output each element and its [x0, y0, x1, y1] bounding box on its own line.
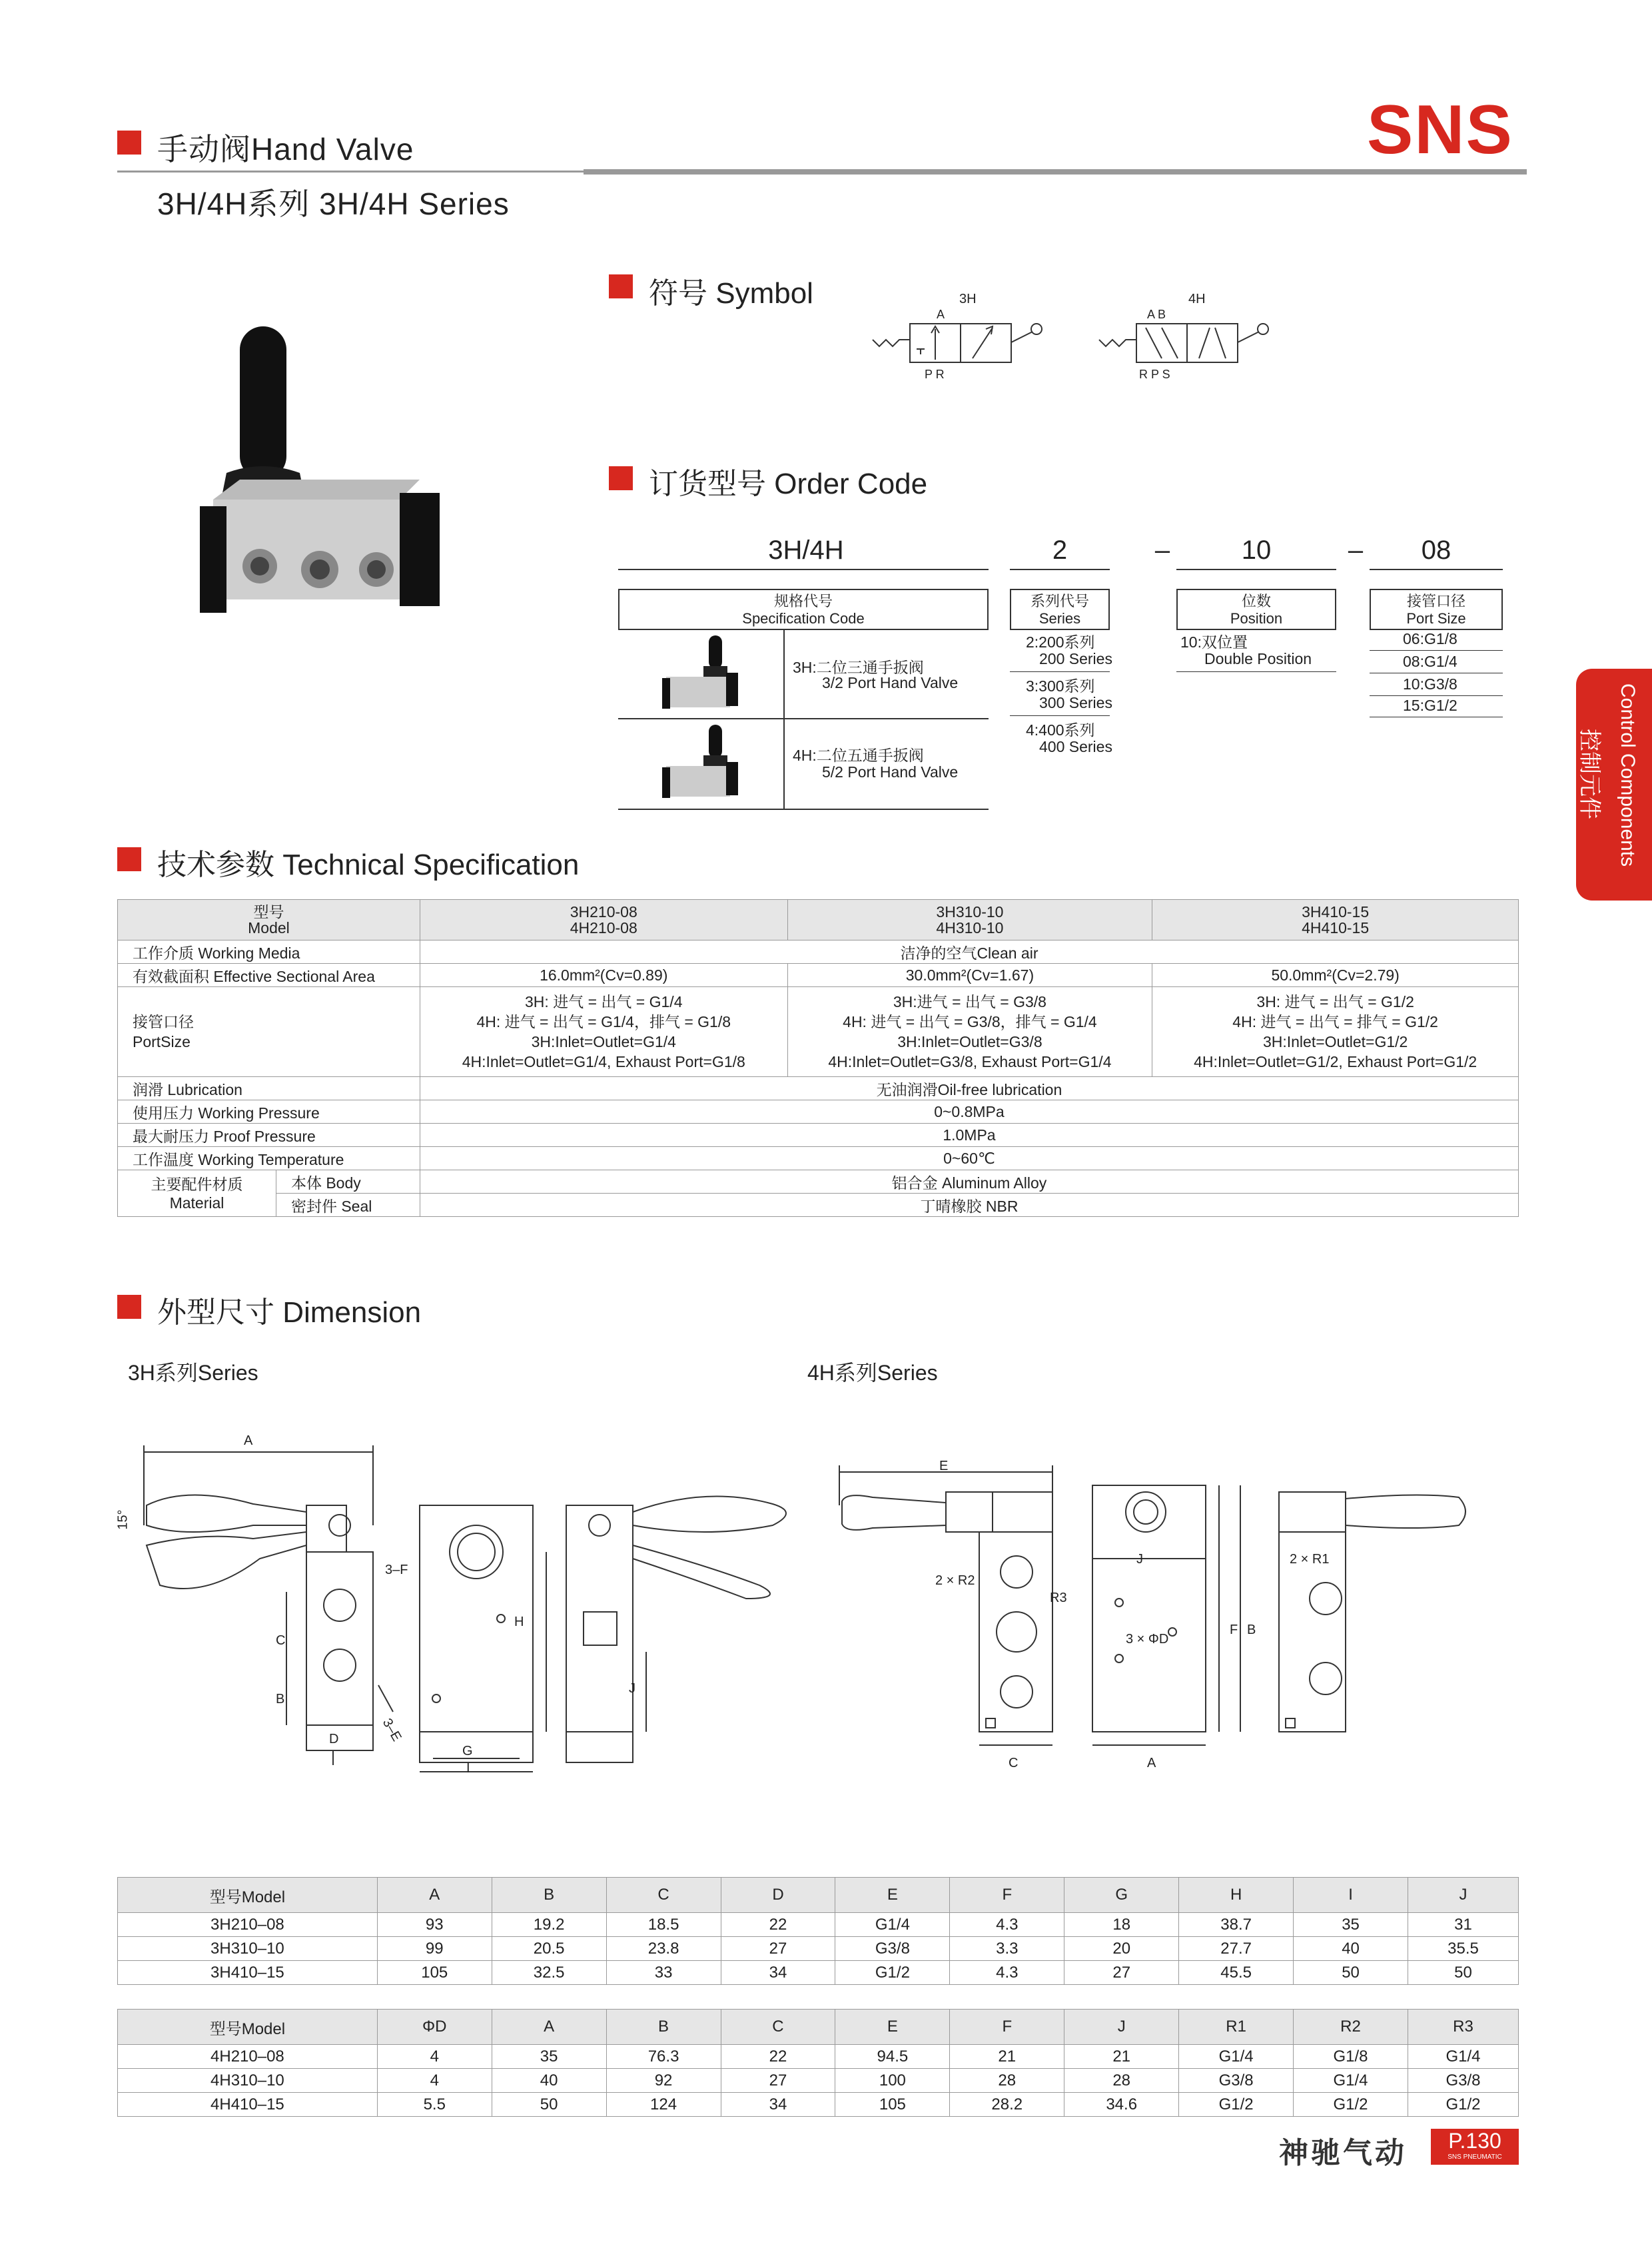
- series-item-en: 300 Series: [1039, 694, 1112, 711]
- footer-brand: 神驰气动: [1279, 2137, 1407, 2169]
- order-code-dash-2: –: [1348, 536, 1364, 565]
- dim-label-b4: B: [1247, 1623, 1256, 1637]
- order-code-dash-1: –: [1154, 536, 1170, 565]
- material-label: 主要配件材质 Material: [118, 1170, 276, 1217]
- section-marker: [609, 466, 633, 490]
- port-size-item: 10:G3/8: [1403, 675, 1457, 693]
- position-en: Position: [1230, 610, 1283, 627]
- sectional-area-row: 有效截面积 Effective Sectional Area 16.0mm²(Cv=0.89) 30.0mm²(Cv=1.67) 50.0mm²(Cv=2.79): [118, 964, 1519, 987]
- series-en: Series: [1038, 610, 1081, 627]
- dim-label-e: E: [939, 1459, 949, 1473]
- material-body-row: 主要配件材质 Material 本体 Body 铝合金 Aluminum Alloy: [118, 1170, 1519, 1194]
- order-code-spec: 3H/4H: [768, 536, 844, 565]
- side-tab-cn: 控制元件: [1577, 729, 1602, 819]
- spec-4h-cn: 4H:二位五通手扳阀: [793, 747, 924, 764]
- spec-code-en: Specification Code: [742, 610, 865, 627]
- position-item-en: Double Position: [1204, 650, 1312, 667]
- hand-valve-photo: [200, 306, 513, 666]
- table-row: 4H410–15 5.5 50 124 34 105 28.2 34.6 G1/2 G1/2 G1/2: [118, 2093, 1519, 2117]
- symbol-4h-diagram: [1092, 320, 1299, 368]
- port-size-en: Port Size: [1406, 610, 1466, 627]
- dim-label-f: F: [1230, 1623, 1238, 1637]
- dimension-table-3h: [117, 1877, 1519, 1985]
- symbol-3h-top-ports: A: [937, 308, 945, 321]
- port-size-item: 06:G1/8: [1403, 630, 1457, 647]
- page-number: P.130: [1448, 2129, 1501, 2153]
- header-rule-left: [117, 171, 584, 173]
- section-marker: [609, 274, 633, 298]
- table-header-row: 型号Model A B C D E F G H I J: [118, 1878, 1519, 1913]
- order-code-underline: [1010, 569, 1110, 570]
- dimension-table-4h: [117, 2009, 1519, 2117]
- dim-label-2r2: 2 × R2: [935, 1573, 975, 1588]
- page-subtitle: 3H/4H系列 3H/4H Series: [157, 187, 510, 221]
- section-marker: [117, 131, 141, 155]
- dim-label-c4: C: [1009, 1756, 1019, 1770]
- valve-3h-thumbnail: [659, 633, 746, 713]
- tech-spec-heading: 技术参数 Technical Specification: [157, 849, 580, 881]
- spec-header-row: [118, 900, 1519, 940]
- dim-label-a4: A: [1147, 1756, 1156, 1770]
- symbol-3h-bottom-ports: P R: [925, 368, 945, 381]
- order-code-underline: [1370, 569, 1503, 570]
- port-size-box: [1370, 589, 1503, 630]
- dim-label-3f: 3–F: [385, 1563, 408, 1577]
- dim-label-r3: R3: [1050, 1591, 1067, 1605]
- table-row: 4H210–08 4 35 76.3 22 94.5 21 21 G1/4 G1/8 G1/4: [118, 2045, 1519, 2069]
- dim-label-j: J: [629, 1681, 635, 1696]
- spec-code-box: [618, 589, 989, 630]
- header-rule-right: [584, 169, 1527, 175]
- port-size-cn: 接管口径: [1406, 593, 1465, 609]
- order-code-position: 10: [1241, 536, 1272, 565]
- symbol-3h-label: 3H: [959, 292, 977, 306]
- dim-label-2r1: 2 × R1: [1290, 1552, 1330, 1567]
- working-pressure-row: 使用压力 Working Pressure 0~0.8MPa: [118, 1100, 1519, 1124]
- order-code-series: 2: [1052, 536, 1068, 565]
- dim-label-h: H: [514, 1615, 524, 1629]
- model-col-1: 3H210-08 4H210-08: [420, 900, 787, 940]
- model-col-2: 3H310-10 4H310-10: [787, 900, 1152, 940]
- series-divider: [1010, 715, 1110, 716]
- order-code-underline: [618, 569, 989, 570]
- spec-3h-cn: 3H:二位三通手扳阀: [793, 659, 924, 676]
- series-box: [1010, 589, 1110, 630]
- page-title: 手动阀Hand Valve: [157, 132, 414, 167]
- spec-col-divider: [783, 630, 785, 809]
- dim-label-3d: 3 × ΦD: [1126, 1632, 1169, 1647]
- port-divider: [1370, 650, 1503, 651]
- valve-4h-thumbnail: [659, 722, 746, 805]
- symbol-heading: 符号 Symbol: [649, 277, 813, 310]
- port-size-item: 08:G1/4: [1403, 653, 1457, 670]
- spec-row-divider: [618, 809, 989, 810]
- dim-label-i: I: [466, 1761, 470, 1776]
- table-row: 4H310–10 4 40 92 27 100 28 28 G3/8 G1/4 G3/8: [118, 2069, 1519, 2093]
- dim-label-j4: J: [1136, 1552, 1143, 1567]
- table-header-row: 型号Model ΦD A B C E F J R1 R2 R3: [118, 2010, 1519, 2045]
- drawing-3h: [107, 1432, 826, 1785]
- spec-4h-en: 5/2 Port Hand Valve: [822, 763, 959, 781]
- page-badge-sub: SNS PNEUMATIC: [1447, 2153, 1502, 2161]
- proof-pressure-row: 最大耐压力 Proof Pressure 1.0MPa: [118, 1124, 1519, 1147]
- series-4h-label: 4H系列Series: [807, 1361, 938, 1385]
- dimension-heading: 外型尺寸 Dimension: [157, 1296, 422, 1329]
- table-row: 3H410–15 105 32.5 33 34 G1/2 4.3 27 45.5 50 50: [118, 1961, 1519, 1985]
- series-item-cn: 3:300系列: [1026, 677, 1095, 695]
- spec-row-divider: [618, 718, 989, 719]
- dim-label-b: B: [276, 1692, 285, 1706]
- symbol-3h-diagram: [866, 320, 1066, 368]
- page-number-badge: [1431, 2129, 1519, 2165]
- port-divider: [1370, 695, 1503, 696]
- series-item-en: 200 Series: [1039, 650, 1112, 667]
- model-header: 型号 Model: [118, 900, 420, 940]
- dim-label-g: G: [462, 1744, 473, 1758]
- dim-label-3e: 3–E: [379, 1716, 404, 1744]
- position-box: [1176, 589, 1336, 630]
- drawing-4h: [833, 1459, 1539, 1792]
- symbol-4h-top-ports: A B: [1147, 308, 1166, 321]
- working-media-row: 工作介质 Working Media 洁净的空气Clean air: [118, 940, 1519, 964]
- section-marker: [117, 847, 141, 871]
- position-item-cn: 10:双位置: [1180, 633, 1248, 651]
- brand-logo: SNS: [1367, 91, 1513, 169]
- symbol-4h-label: 4H: [1188, 292, 1206, 306]
- spec-3h-en: 3/2 Port Hand Valve: [822, 674, 959, 691]
- dim-label-a: A: [244, 1433, 253, 1448]
- series-item-en: 400 Series: [1039, 738, 1112, 755]
- position-divider: [1176, 671, 1336, 672]
- material-seal-row: 密封件 Seal 丁晴橡胶 NBR: [118, 1194, 1519, 1217]
- lubrication-row: 润滑 Lubrication 无油润滑Oil-free lubrication: [118, 1077, 1519, 1100]
- order-code-underline: [1176, 569, 1336, 570]
- dim-label-c: C: [276, 1633, 286, 1648]
- order-code-port: 08: [1421, 536, 1451, 565]
- order-code-heading: 订货型号 Order Code: [649, 468, 928, 500]
- port-size-row: 接管口径 PortSize 3H: 进气 = 出气 = G1/4 4H: 进气 = 出气 = G1/4，排气 = G1/8 3H:Inlet=Outlet=G1/4 4H:Inlet=Outlet=G1/4, Exhaust Port=G1/8 3H:进气 = 出气 = G3/8 4H: 进气 = 出气 = G3/8，排气 = G1/4 3H:Inlet=Outlet=G3/8 4H:Inlet=Outlet=G3/8, Exhaust Port=G1/4 3H: 进气 = 出气 = G1/2 4H: 进气 = 出气 = 排气 = G1/2 3H:Inlet=Outlet=G1/2 4H:Inlet=Outlet=G1/2, Exhaust Port=G1/2: [118, 987, 1519, 1077]
- table-row: 3H310–10 99 20.5 23.8 27 G3/8 3.3 20 27.7 40 35.5: [118, 1937, 1519, 1961]
- side-tab-en: Control Components: [1617, 683, 1639, 867]
- series-item-cn: 2:200系列: [1026, 633, 1095, 651]
- series-divider: [1010, 671, 1110, 672]
- series-cn: 系列代号: [1030, 593, 1089, 609]
- series-3h-label: 3H系列Series: [128, 1361, 258, 1385]
- port-size-item: 15:G1/2: [1403, 697, 1457, 714]
- symbol-4h-bottom-ports: R P S: [1139, 368, 1170, 381]
- working-temp-row: 工作温度 Working Temperature 0~60℃: [118, 1147, 1519, 1170]
- dim-label-d: D: [329, 1732, 339, 1746]
- spec-code-cn: 规格代号: [773, 593, 833, 609]
- dim-label-15deg: 15°: [115, 1509, 131, 1530]
- series-item-cn: 4:400系列: [1026, 721, 1095, 739]
- tech-spec-table: [117, 899, 1519, 1217]
- model-col-3: 3H410-15 4H410-15: [1152, 900, 1519, 940]
- section-marker: [117, 1295, 141, 1319]
- position-cn: 位数: [1241, 593, 1271, 609]
- table-row: 3H210–08 93 19.2 18.5 22 G1/4 4.3 18 38.7 35 31: [118, 1913, 1519, 1937]
